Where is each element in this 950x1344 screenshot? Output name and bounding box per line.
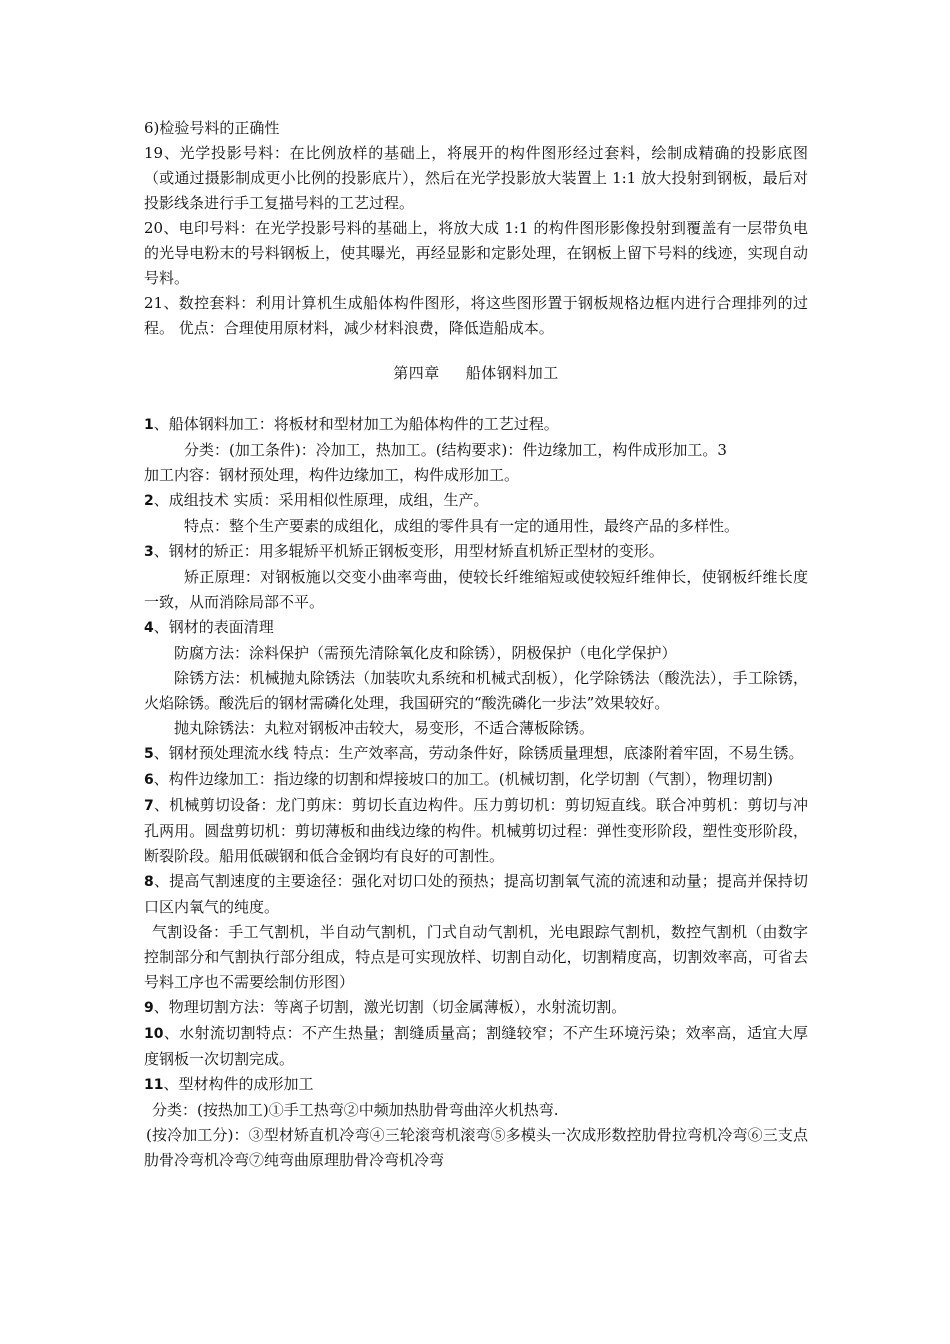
item-5 (144, 741, 808, 767)
item-4-anticorrosion: 防腐方法：涂料保护（需预先清除氧化皮和除锈），阴极保护（电化学保护） (174, 644, 677, 662)
item-number: 1 (144, 417, 154, 433)
item-text: 、钢材的表面清理 (153, 618, 274, 636)
item-11-hot-bending: 分类：(按热加工)①手工热弯②中频加热肋骨弯曲淬火机热弯. (152, 1101, 559, 1119)
item-number: 4 (144, 620, 154, 636)
item-11-cold-bending: (按冷加工分)：③型材矫直机冷弯④三轮滚弯机滚弯⑤多模头一次成形数控肋骨拉弯机冷弯⑥三支点肋骨冷弯机冷弯⑦纯弯曲原理肋骨冷弯机冷弯 (144, 1126, 808, 1169)
item-4 (144, 615, 808, 641)
chapter-number: 第四章 (393, 364, 440, 382)
chapter-heading (144, 361, 808, 386)
paragraph-verify-marking: 6)检验号料的正确性 (144, 119, 280, 137)
item-text: 、钢材的矫正：用多辊矫平机矫正钢板变形，用型材矫直机矫正型材的变形。 (153, 542, 664, 560)
item-number: 7 (144, 798, 154, 814)
item-text: 、型材构件的成形加工 (163, 1075, 314, 1093)
item-1-content: 加工内容：钢材预处理，构件边缘加工，构件成形加工。 (144, 466, 520, 484)
item-2-features: 特点：整个生产要素的成组化，成组的零件具有一定的通用性，最终产品的多样性。 (184, 517, 740, 535)
item-4-derusting: 除锈方法：机械抛丸除锈法（加装吹丸系统和机械式刮板），化学除锈法（酸洗法），手工除锈，火焰除锈。酸洗后的钢材需磷化处理，我国研究的“酸洗磷化一步法”效果较好。 (144, 669, 808, 712)
item-number: 10 (144, 1026, 164, 1042)
paragraph-electro-print-marking: 20、电印号料：在光学投影号料的基础上，将放大成 1:1 的构件图形影像投射到覆盖有一层带负电的光导电粉末的号料钢板上，使其曝光，再经显影和定影处理，在钢板上留下号料的线迹，实现自动号料。 (144, 219, 808, 287)
item-number: 8 (144, 874, 154, 890)
document-page (144, 116, 808, 1173)
item-text: 、机械剪切设备：龙门剪床：剪切长直边构件。压力剪切机：剪切短直线。联合冲剪机：剪切与冲孔两用。圆盘剪切机：剪切薄板和曲线边缘的构件。机械剪切过程：弹性变形阶段，塑性变形阶段，断裂阶段。船用低碳钢和低合金钢均有良好的可割性。 (144, 796, 808, 865)
item-10 (144, 1021, 808, 1072)
item-text: 、构件边缘加工：指边缘的切割和焊接坡口的加工。(机械切割，化学切割（气割），物理切割) (153, 770, 773, 788)
item-11 (144, 1072, 808, 1098)
paragraph-optical-projection-marking: 19、光学投影号料：在比例放样的基础上，将展开的构件图形经过套料，绘制成精确的投影底图（或通过摄影制成更小比例的投影底片），然后在光学投影放大装置上 1:1 放大投射到钢板，最后对投影线条进行手工复描号料的工艺过程。 (144, 144, 808, 212)
paragraph-nc-nesting: 21、数控套料：利用计算机生成船体构件图形，将这些图形置于钢板规格边框内进行合理排列的过程。 优点：合理使用原材料，减少材料浪费，降低造船成本。 (144, 294, 808, 337)
item-text: 、钢材预处理流水线 特点：生产效率高，劳动条件好，除锈质量理想，底漆附着牢固，不易生锈。 (153, 744, 804, 762)
chapter-title: 船体钢料加工 (465, 364, 559, 382)
item-number: 11 (144, 1077, 164, 1093)
item-9 (144, 995, 808, 1021)
item-8-equipment: 气割设备：手工气割机，半自动气割机，门式自动气割机，光电跟踪气割机，数控气割机（由数字控制部分和气割执行部分组成，特点是可实现放样、切割自动化，切割精度高，切割效率高，可省去号料工序也不需要绘制仿形图） (144, 923, 808, 991)
item-4-shot-blasting: 抛丸除锈法：丸粒对钢板冲击较大，易变形，不适合薄板除锈。 (174, 719, 595, 737)
item-text: 、船体钢料加工：将板材和型材加工为船体构件的工艺过程。 (153, 415, 559, 433)
item-number: 9 (144, 1000, 154, 1016)
item-number: 5 (144, 746, 154, 762)
item-text: 、水射流切割特点：不产生热量；割缝质量高；割缝较窄；不产生环境污染；效率高，适宜大厚度钢板一次切割完成。 (144, 1024, 808, 1068)
item-number: 2 (144, 493, 154, 509)
item-text: 、提高气割速度的主要途径：强化对切口处的预热；提高切割氧气流的流速和动量；提高并保持切口区内氧气的纯度。 (144, 872, 808, 916)
item-2 (144, 488, 808, 514)
item-1-classification: 分类：(加工条件)：冷加工，热加工。(结构要求)：件边缘加工，构件成形加工。3 (184, 441, 727, 459)
item-1 (144, 412, 808, 438)
item-3 (144, 539, 808, 565)
item-7 (144, 793, 808, 869)
item-text: 、物理切割方法：等离子切割，激光切割（切金属薄板），水射流切割。 (153, 998, 627, 1016)
item-6 (144, 767, 808, 793)
item-3-principle: 矫正原理：对钢板施以交变小曲率弯曲，使较长纤维缩短或使较短纤维伸长，使钢板纤维长度一致，从而消除局部不平。 (144, 568, 808, 611)
item-number: 6 (144, 772, 154, 788)
item-8 (144, 869, 808, 920)
item-number: 3 (144, 544, 154, 560)
item-text: 、成组技术 实质：采用相似性原理，成组，生产。 (153, 491, 489, 509)
